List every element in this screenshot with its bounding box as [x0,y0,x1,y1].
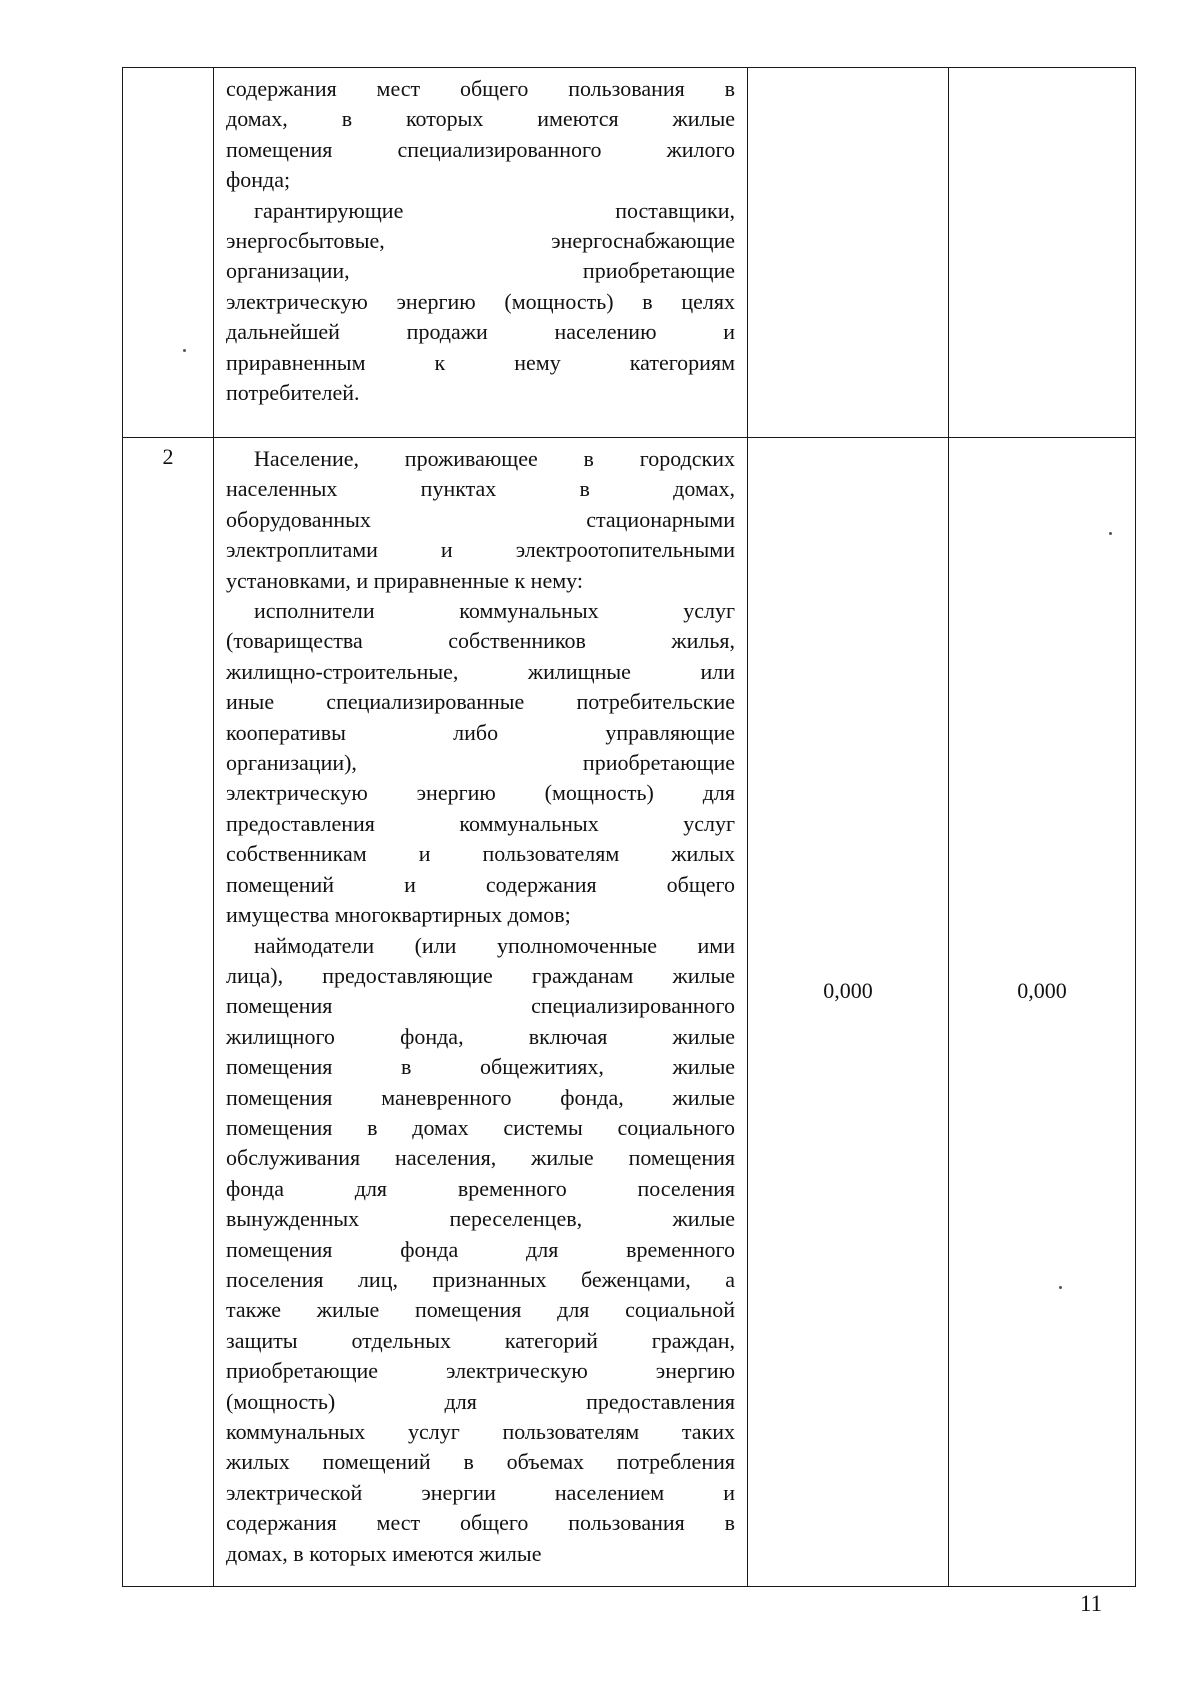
description-line: организации, приобретающие [226,258,735,284]
table-row [123,68,1136,438]
tariff-value: 0,000 [823,978,873,1003]
description-line: поселения лиц, признанных беженцами, а [226,1266,735,1292]
description-line: приобретающие электрическую энергию [226,1358,735,1384]
table-row [123,438,1136,1587]
description-line: организации), приобретающие [226,750,735,776]
page-number: 11 [1080,1591,1103,1616]
description-line: жилищно-строительные, жилищные или [226,658,735,684]
description-line: дальнейшей продажи населению и [226,319,735,345]
description-line: электрической энергии населением и [226,1479,735,1505]
description-line: помещения специализированного жилого [226,136,735,162]
description-line: обслуживания населения, жилые помещения [226,1145,735,1171]
description-line: предоставления коммунальных услуг [226,810,735,836]
description-line: помещения в общежитиях, жилые [226,1054,735,1080]
description-line: Население, проживающее в городских [254,446,735,471]
description-line: помещений и содержания общего [226,871,735,897]
row-number-cell: 2 [123,438,214,1587]
description-line: фонда; [226,167,291,193]
tariff-value: 0,000 [1017,978,1067,1003]
description-line: исполнители коммунальных услуг [254,598,735,624]
description-line: собственникам и пользователям жилых [226,841,735,867]
description-line: кооперативы либо управляющие [226,719,735,745]
description-line: помещения специализированного [226,993,735,1019]
description-line: жилищного фонда, включая жилые [226,1023,735,1049]
description-line: оборудованных стационарными [226,506,735,532]
description-text [214,68,747,408]
description-line: помещения маневренного фонда, жилые [226,1084,735,1110]
description-line: наймодатели (или уполномоченные ими [254,932,735,958]
description-line: электрическую энергию (мощность) в целях [226,288,735,314]
scan-speck [183,349,186,352]
description-line: содержания мест общего пользования в [226,1510,735,1536]
description-text [214,438,747,1569]
description-line: домах, в которых имеются жилые [226,1540,542,1566]
description-line: содержания мест общего пользования в [226,76,735,101]
description-line: населенных пунктах в домах, [226,476,735,502]
tariff-table [122,67,1136,1587]
description-line: энергосбытовые, энергоснабжающие [226,228,735,254]
value-cell-2 [949,68,1136,438]
value-cell-1 [748,438,949,1587]
description-line: жилых помещений в объемах потребления [226,1449,735,1475]
description-line: (мощность) для предоставления [226,1388,735,1414]
description-cell [214,68,748,438]
description-cell [214,438,748,1587]
row-number-cell [123,68,214,438]
description-line: потребителей. [226,380,360,406]
description-line: иные специализированные потребительские [226,689,735,715]
description-line: гарантирующие поставщики, [254,197,735,223]
description-line: коммунальных услуг пользователям таких [226,1419,735,1444]
description-line: домах, в которых имеются жилые [226,106,735,132]
scan-speck [1059,1286,1062,1289]
description-line: установками, и приравненные к нему: [226,567,583,593]
description-line: электроплитами и электроотопительными [226,537,735,563]
scan-speck [1109,532,1112,535]
description-line: лица), предоставляющие гражданам жилые [226,962,735,988]
description-line: имущества многоквартирных домов; [226,902,571,928]
value-cell-1 [748,68,949,438]
description-line: (товарищества собственников жилья, [226,628,735,654]
description-line: приравненным к нему категориям [226,349,735,375]
description-line: вынужденных переселенцев, жилые [226,1206,735,1232]
description-line: защиты отдельных категорий граждан, [226,1327,735,1353]
description-line: помещения фонда для временного [226,1236,735,1262]
value-cell-2 [949,438,1136,1587]
description-line: фонда для временного поселения [226,1175,735,1201]
description-line: помещения в домах системы социального [226,1114,735,1140]
description-line: электрическую энергию (мощность) для [226,780,735,806]
description-line: также жилые помещения для социальной [226,1297,735,1323]
